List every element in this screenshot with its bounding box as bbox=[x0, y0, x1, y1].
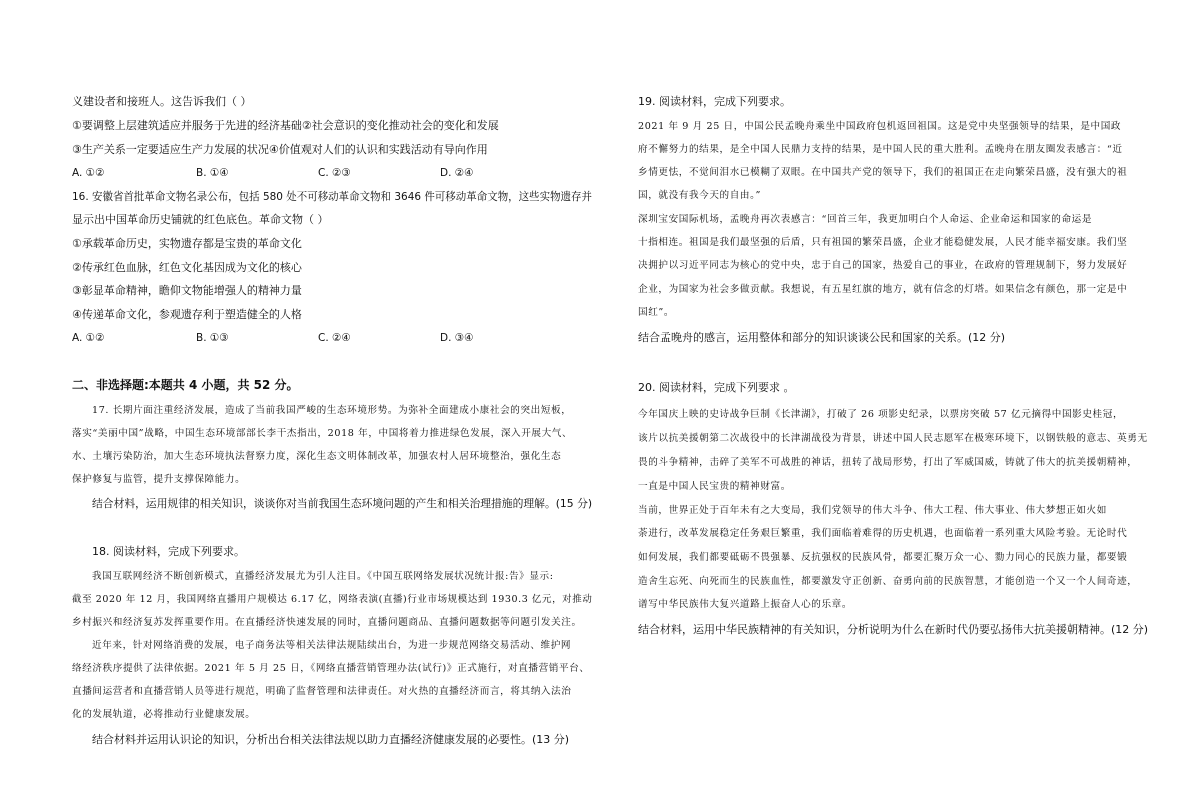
q20-line-9: 谱写中华民族伟大复兴道路上振奋人心的乐章。 bbox=[638, 599, 853, 610]
q19-line-4: 国，就没有我今天的自由。” bbox=[638, 190, 762, 201]
q17-line-2: 落实“美丽中国”战略，中国生态环境部部长李干杰指出，2018 年，中国将着力推进绿色发展，深入开展大气、 bbox=[72, 428, 573, 439]
q17-line-1: 17. 长期片面注重经济发展，造成了当前我国严峻的生态环境形势。为弥补全面建成小康社会的突出短板， bbox=[92, 405, 572, 416]
q20-line-2: 该片以抗美援朝第二次战役中的长津湖战役为背景，讲述中国人民志愿军在极寒环境下，以钢铁般的意志、英勇无 bbox=[638, 433, 1148, 444]
q18-line-3: 乡村振兴和经济复苏发挥重要作用。在直播经济快速发展的同时，直播问题商品、直播问题数据等问题引发关注。 bbox=[72, 617, 582, 628]
q15-line-2: ③生产关系一定要适应生产力发展的状况④价值观对人们的认识和实践活动有导向作用 bbox=[72, 143, 488, 156]
q18-line-2: 截至 2020 年 12 月，我国网络直播用户规模达 6.17 亿，网络表演(直播)行业市场规模达到 1930.3 亿元，对推动 bbox=[72, 594, 593, 605]
q17-line-3: 水、土壤污染防治，加大生态环境执法督察力度，深化生态文明体制改革，加强农村人居环境整治，强化生态 bbox=[72, 451, 562, 462]
q16-option-b[interactable]: B. ①③ bbox=[196, 332, 229, 344]
q20-question: 结合材料，运用中华民族精神的有关知识，分析说明为什么在新时代仍要弘扬伟大抗美援朝精神。(12 分) bbox=[638, 623, 1149, 636]
q16-stem-2: 显示出中国革命历史铺就的红色底色。革命文物（ ） bbox=[72, 213, 329, 226]
q18-line-6: 直播间运营者和直播营销人员等进行规范，明确了监督管理和法律责任。对火热的直播经济而言，将其纳入法治 bbox=[72, 686, 572, 697]
q19-line-2: 府不懈努力的结果，是全中国人民鼎力支持的结果，是中国人民的重大胜利。孟晚舟在朋友圈发表感言：“近 bbox=[638, 144, 1123, 155]
q20-line-6: 荼进行，改革发展稳定任务艰巨繁重，我们面临着难得的历史机遇，也面临着一系列重大风险考验。无论时代 bbox=[638, 528, 1128, 539]
q19-line-6: 十指相连。祖国是我们最坚强的后盾，只有祖国的繁荣昌盛，企业才能稳健发展，人民才能幸福安康。我们坚 bbox=[638, 237, 1128, 248]
q17-line-4: 保护修复与监管，提升支撑保障能力。 bbox=[72, 474, 246, 485]
q15-option-a[interactable]: A. ①② bbox=[72, 167, 105, 179]
q16-item-1: ①承载革命历史，实物遗存都是宝贵的革命文化 bbox=[72, 237, 302, 250]
q16-stem-1: 16. 安徽省首批革命文物名录公布，包括 580 处不可移动革命文物和 3646 件可移动革命文物，这些实物遗存并 bbox=[72, 190, 592, 203]
section-title: 二、非选择题:本题共 4 小题，共 52 分。 bbox=[72, 378, 299, 392]
q16-item-2: ②传承红色血脉，红色文化基因成为文化的核心 bbox=[72, 261, 302, 274]
q16-item-3: ③彰显革命精神，瞻仰文物能增强人的精神力量 bbox=[72, 284, 302, 297]
q16-option-d[interactable]: D. ③④ bbox=[440, 332, 474, 344]
q20-line-5: 当前，世界正处于百年未有之大变局，我们党领导的伟大斗争、伟大工程、伟大事业、伟大梦想正如火如 bbox=[638, 505, 1107, 516]
q20-line-1: 今年国庆上映的史诗战争巨制《长津湖》，打破了 26 项影史纪录，以票房突破 57 亿元摘得中国影史桂冠， bbox=[638, 409, 1124, 420]
q20-line-4: 一直是中国人民宝贵的精神财富。 bbox=[638, 481, 791, 492]
q15-option-c[interactable]: C. ②③ bbox=[318, 167, 351, 179]
q19-line-3: 乡情更怯，不觉间泪水已模糊了双眼。在中国共产党的领导下，我们的祖国正在走向繁荣昌盛，没有强大的祖 bbox=[638, 167, 1128, 178]
q18-line-5: 络经济秩序提供了法律依据。2021 年 5 月 25 日，《网络直播营销管理办法(试行)》正式施行，对直播营销平台、 bbox=[72, 663, 590, 674]
q19-question: 结合孟晚舟的感言，运用整体和部分的知识谈谈公民和国家的关系。(12 分) bbox=[638, 331, 1006, 344]
q16-option-c[interactable]: C. ②④ bbox=[318, 332, 351, 344]
q20-line-8: 造舍生忘死、向死而生的民族血性，都要激发守正创新、奋勇向前的民族智慧，才能创造一个又一个人间奇迹， bbox=[638, 576, 1138, 587]
q18-line-7: 化的发展轨道，必将推动行业健康发展。 bbox=[72, 709, 256, 720]
q18-question: 结合材料并运用认识论的知识，分析出台相关法律法规以助力直播经济健康发展的必要性。(13 分) bbox=[92, 733, 570, 746]
q20-title: 20. 阅读材料，完成下列要求 。 bbox=[638, 381, 795, 394]
q15-option-d[interactable]: D. ②④ bbox=[440, 167, 474, 179]
q19-line-1: 2021 年 9 月 25 日，中国公民孟晚舟乘坐中国政府包机返回祖国。这是党中央坚强领导的结果，是中国政 bbox=[638, 121, 1122, 132]
q18-title: 18. 阅读材料，完成下列要求。 bbox=[92, 545, 245, 558]
q19-line-8: 企业，为国家为社会多做贡献。我想说，有五星红旗的地方，就有信念的灯塔。如果信念有颜色，那一定是中 bbox=[638, 284, 1128, 295]
q16-item-4: ④传递革命文化，参观遗存利于塑造健全的人格 bbox=[72, 308, 302, 321]
q19-title: 19. 阅读材料，完成下列要求。 bbox=[638, 95, 791, 108]
q15-line-1: ①要调整上层建筑适应并服务于先进的经济基础②社会意识的变化推动社会的变化和发展 bbox=[72, 119, 499, 132]
q18-line-4: 近年来，针对网络消费的发展，电子商务法等相关法律法规陆续出台，为进一步规范网络交易活动、维护网 bbox=[92, 640, 572, 651]
q15-option-b[interactable]: B. ①④ bbox=[196, 167, 229, 179]
q19-line-9: 国红”。 bbox=[638, 307, 675, 318]
q20-line-3: 畏的斗争精神，击碎了美军不可战胜的神话，扭转了战局形势，打出了军威国威，铸就了伟大的抗美援朝精神， bbox=[638, 457, 1138, 468]
q20-line-7: 如何发展，我们都要砥砺不畏强暴、反抗强权的民族风骨，都要汇聚万众一心、勠力同心的民族力量，都要锻 bbox=[638, 552, 1128, 563]
q15-stem-tail: 义建设者和接班人。这告诉我们（ ） bbox=[72, 95, 252, 108]
q19-line-7: 决拥护以习近平同志为核心的党中央，忠于自己的国家，热爱自己的事业，在政府的管理规制下，努力发展好 bbox=[638, 260, 1128, 271]
q16-option-a[interactable]: A. ①② bbox=[72, 332, 105, 344]
q17-question: 结合材料，运用规律的相关知识，谈谈你对当前我国生态环境问题的产生和相关治理措施的理解。(15 分) bbox=[92, 497, 593, 510]
q19-line-5: 深圳宝安国际机场，孟晚舟再次表感言：“回首三年，我更加明白个人命运、企业命运和国家的命运是 bbox=[638, 214, 1093, 225]
q18-line-1: 我国互联网经济不断创新模式，直播经济发展尤为引人注目。《中国互联网络发展状况统计报:告》显示: bbox=[92, 571, 554, 582]
